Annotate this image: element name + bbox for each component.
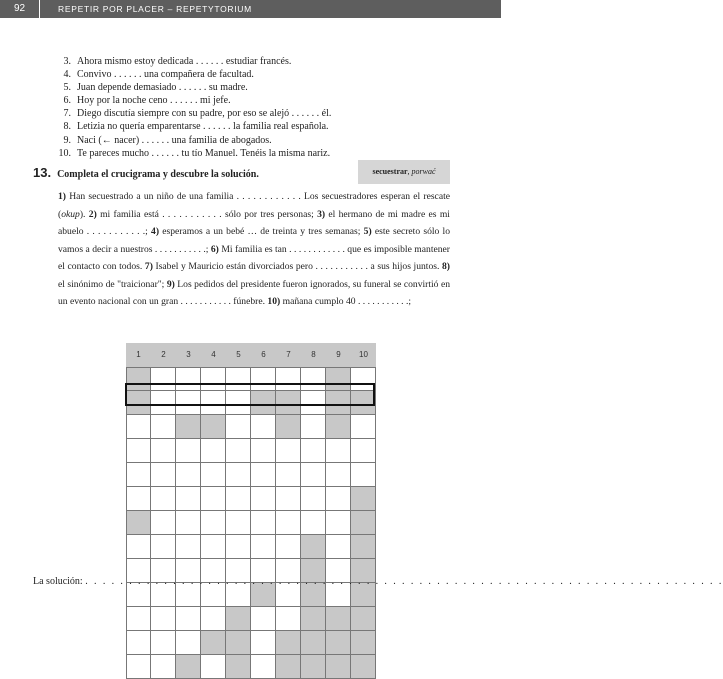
crossword-cell[interactable] (176, 439, 201, 463)
solution-line (33, 576, 723, 587)
crossword-cell[interactable] (126, 463, 151, 487)
crossword-cell[interactable] (151, 535, 176, 559)
crossword-cell[interactable] (251, 607, 276, 631)
crossword-cell[interactable] (301, 511, 326, 535)
crossword-cell[interactable] (226, 415, 251, 439)
crossword-cell[interactable] (351, 439, 376, 463)
crossword-cell[interactable] (251, 367, 276, 391)
sentence-item (58, 94, 331, 107)
sentence-text: Diego discutía siempre con su padre, por eso se alejó . . . . . . él. (77, 108, 332, 120)
sentence-item (58, 120, 331, 133)
crossword-cell[interactable] (201, 391, 226, 415)
crossword-cell[interactable] (201, 439, 226, 463)
clue-text: Isabel y Mauricio están divorciados pero . . . . . . . . . . . a sus hijos juntos. (152, 261, 442, 272)
crossword-cell[interactable] (126, 487, 151, 511)
crossword-cell-shaded[interactable] (301, 631, 326, 655)
crossword-cell[interactable] (126, 415, 151, 439)
crossword-cell[interactable] (276, 511, 301, 535)
crossword-cell-shaded[interactable] (201, 631, 226, 655)
sentence-number: 8. (63, 121, 71, 133)
crossword-cell-shaded[interactable] (226, 631, 251, 655)
crossword-cell[interactable] (201, 607, 226, 631)
sentence-item (58, 81, 331, 94)
sentence-number: 9. (63, 134, 71, 146)
crossword-cell-shaded[interactable] (351, 607, 376, 631)
crossword-cell[interactable] (326, 487, 351, 511)
crossword-cell[interactable] (326, 511, 351, 535)
crossword-cell[interactable] (151, 631, 176, 655)
crossword-cell-shaded[interactable] (326, 415, 351, 439)
clue-number: 6) (210, 243, 219, 255)
column-number: 6 (251, 343, 276, 367)
crossword-cell[interactable] (151, 655, 176, 679)
sentence-text: Letizia no quería emparentarse . . . . . . la familia real española. (77, 121, 329, 133)
clue-text: mi familia está . . . . . . . . . . . sólo por tres personas; (96, 208, 318, 220)
clue-text: el hermano de mi madre es mi abuelo . . . . . . . . . . .; (58, 208, 450, 237)
sentence-item (58, 147, 331, 160)
crossword-cell[interactable] (301, 487, 326, 511)
crossword-cell-shaded[interactable] (301, 655, 326, 679)
clue-text: mañana cumplo 40 . . . . . . . . . . .; (280, 296, 412, 307)
crossword-cell-shaded[interactable] (351, 511, 376, 535)
sentence-text: Convivo . . . . . . una compañera de facultad. (77, 69, 254, 81)
column-number: 7 (276, 343, 301, 367)
crossword-cell-shaded[interactable] (301, 607, 326, 631)
crossword-cell[interactable] (301, 439, 326, 463)
crossword-cell[interactable] (176, 511, 201, 535)
crossword-cell-shaded[interactable] (276, 655, 301, 679)
crossword-cell-shaded[interactable] (126, 367, 151, 391)
crossword-cell[interactable] (151, 391, 176, 415)
crossword-cell-shaded[interactable] (351, 631, 376, 655)
crossword-cell[interactable] (301, 415, 326, 439)
clue-text: el sinónimo de "traicionar"; (58, 278, 167, 290)
clue-number: 8) (442, 261, 450, 272)
sentence-text: Ahora mismo estoy dedicada . . . . . . estudiar francés. (77, 56, 292, 67)
crossword-cell-shaded[interactable] (276, 415, 301, 439)
crossword-cell[interactable] (301, 391, 326, 415)
crossword-cell[interactable] (276, 439, 301, 463)
sentence-number: 3. (63, 56, 71, 67)
crossword-cell-shaded[interactable] (326, 631, 351, 655)
crossword-cell-shaded[interactable] (176, 415, 201, 439)
crossword-cell[interactable] (251, 487, 276, 511)
column-number: 9 (326, 343, 351, 367)
sentence-text: Naci (← nacer) . . . . . . una familia de abogados. (77, 134, 272, 146)
crossword-cell[interactable] (251, 439, 276, 463)
crossword-cell-shaded[interactable] (326, 655, 351, 679)
sentence-list (58, 55, 331, 160)
clue-text: okup (61, 208, 80, 220)
crossword-cell-shaded[interactable] (326, 607, 351, 631)
sentence-text: Juan depende demasiado . . . . . . su madre. (77, 82, 248, 94)
crossword-cell[interactable] (301, 367, 326, 391)
sentence-item (58, 55, 331, 68)
crossword-cell[interactable] (251, 631, 276, 655)
column-number: 10 (351, 343, 376, 367)
crossword-cell[interactable] (326, 535, 351, 559)
crossword-cell-shaded[interactable] (276, 631, 301, 655)
clues-paragraph (58, 188, 450, 311)
vocab-term: secuestrar (372, 167, 408, 176)
crossword-cell[interactable] (226, 535, 251, 559)
clue-number: 3) (317, 208, 326, 220)
column-number: 8 (301, 343, 326, 367)
crossword-cell-shaded[interactable] (301, 535, 326, 559)
crossword-cell[interactable] (126, 439, 151, 463)
crossword-cell[interactable] (251, 535, 276, 559)
crossword-cell[interactable] (201, 535, 226, 559)
exercise-number: 13. (33, 165, 52, 180)
sentence-number: 7. (63, 108, 71, 120)
clue-text: Los pedidos del presidente fueron ignorados, su funeral se convirtió en un evento nacional con un gran . . . . . . . . . . . fúnebre. (58, 278, 450, 307)
clue-number: 10) (267, 296, 281, 307)
crossword-cell[interactable] (201, 655, 226, 679)
sentence-number: 6. (63, 95, 71, 107)
crossword-cell[interactable] (151, 415, 176, 439)
page-number: 92 (0, 0, 40, 18)
crossword-cell[interactable] (226, 463, 251, 487)
exercise-instruction: Completa el crucigrama y descubre la solución. (57, 169, 259, 180)
clue-number: 1) (58, 191, 66, 202)
crossword-cell[interactable] (251, 463, 276, 487)
crossword-cell[interactable] (276, 535, 301, 559)
crossword-cell[interactable] (351, 367, 376, 391)
clue-text: esperamos a un bebé … de treinta y tres semanas; (159, 226, 364, 237)
page-header (0, 0, 501, 18)
crossword-cell[interactable] (326, 439, 351, 463)
crossword-cell[interactable] (201, 487, 226, 511)
crossword-cell[interactable] (251, 655, 276, 679)
crossword-cell-shaded[interactable] (226, 655, 251, 679)
crossword-cell-shaded[interactable] (351, 655, 376, 679)
column-number: 5 (226, 343, 251, 367)
crossword-cell[interactable] (176, 463, 201, 487)
crossword-cell-shaded[interactable] (351, 487, 376, 511)
sentence-number: 4. (63, 69, 71, 81)
crossword-cell-shaded[interactable] (126, 511, 151, 535)
crossword-cell[interactable] (176, 607, 201, 631)
sentence-item (58, 107, 331, 120)
crossword-cell[interactable] (351, 463, 376, 487)
crossword-cell-shaded[interactable] (226, 607, 251, 631)
clue-number: 2) (88, 208, 97, 220)
sentence-text: Te pareces mucho . . . . . . tu tío Manuel. Tenéis la misma nariz. (77, 147, 331, 159)
column-number: 4 (201, 343, 226, 367)
crossword-cell-shaded[interactable] (326, 367, 351, 391)
clue-text: Han secuestrado a un niño de una familia . . . . . . . . . . . . Los secuestradores esperan el rescate ( (58, 191, 450, 220)
crossword-cell-shaded[interactable] (351, 535, 376, 559)
crossword-cell[interactable] (151, 439, 176, 463)
clue-text: Mi familia es tan . . . . . . . . . . . . que es imposible mantener el contacto con todos. (58, 243, 450, 272)
crossword-cell[interactable] (276, 487, 301, 511)
crossword-cell[interactable] (226, 487, 251, 511)
crossword-cell[interactable] (151, 487, 176, 511)
crossword-cell-shaded[interactable] (351, 391, 376, 415)
crossword-cell[interactable] (276, 367, 301, 391)
crossword-cell[interactable] (351, 415, 376, 439)
crossword-cell[interactable] (301, 463, 326, 487)
crossword-cell[interactable] (201, 367, 226, 391)
crossword-cell-shaded[interactable] (251, 391, 276, 415)
clue-number: 4) (151, 226, 160, 237)
crossword-cell[interactable] (326, 463, 351, 487)
sentence-item (58, 134, 331, 147)
crossword-cell-shaded[interactable] (126, 391, 151, 415)
crossword-cell[interactable] (201, 463, 226, 487)
vocab-translation: porwać (411, 167, 436, 176)
crossword-cell-shaded[interactable] (176, 655, 201, 679)
crossword-cell[interactable] (176, 631, 201, 655)
crossword-cell[interactable] (226, 439, 251, 463)
sentence-item (58, 68, 331, 81)
crossword-cell[interactable] (176, 487, 201, 511)
crossword-cell[interactable] (276, 463, 301, 487)
crossword-cell[interactable] (151, 367, 176, 391)
clue-number: 9) (166, 278, 175, 290)
clue-number: 7) (144, 261, 153, 272)
clue-number: 5) (363, 226, 372, 237)
column-number: 3 (176, 343, 201, 367)
exercise-title (33, 166, 259, 182)
crossword-cell[interactable] (226, 367, 251, 391)
crossword-cell[interactable] (151, 607, 176, 631)
crossword-cell[interactable] (126, 607, 151, 631)
crossword-cell[interactable] (151, 463, 176, 487)
crossword-cell[interactable] (151, 511, 176, 535)
crossword-cell-shaded[interactable] (326, 391, 351, 415)
crossword-cell[interactable] (176, 367, 201, 391)
crossword-cell[interactable] (251, 511, 276, 535)
column-number: 2 (151, 343, 176, 367)
crossword-cell[interactable] (126, 535, 151, 559)
running-title: REPETIR POR PLACER – REPETYTORIUM (58, 4, 252, 14)
solution-blank: . . . . . . . . . . . . . . . . . . . . . . . . . . . . . . . . . . . . . . . . . . . . . . . . . . . . . . . . . . . . . . . . . . . . . . . . . (85, 576, 723, 587)
crossword-cell[interactable] (251, 415, 276, 439)
vocab-box: secuestrar, porwać (358, 160, 450, 184)
crossword-cell-shaded[interactable] (201, 415, 226, 439)
sentence-number: 10. (58, 147, 71, 159)
crossword-cell[interactable] (226, 511, 251, 535)
crossword-cell[interactable] (176, 535, 201, 559)
clue-text: este secreto sólo lo vamos a decir a nuestros . . . . . . . . . . .; (58, 226, 450, 255)
clue-text: ). (79, 208, 89, 220)
solution-label: La solución: (33, 576, 83, 587)
crossword-cell-shaded[interactable] (276, 391, 301, 415)
sentence-number: 5. (63, 82, 71, 94)
sentence-text: Hoy por la noche ceno . . . . . . mi jefe. (77, 95, 231, 107)
crossword-cell[interactable] (126, 655, 151, 679)
crossword-grid (126, 343, 376, 679)
crossword-cell[interactable] (226, 391, 251, 415)
crossword-cell[interactable] (176, 391, 201, 415)
crossword-cell[interactable] (276, 607, 301, 631)
crossword-cell[interactable] (126, 631, 151, 655)
crossword-cell[interactable] (201, 511, 226, 535)
column-number: 1 (126, 343, 151, 367)
